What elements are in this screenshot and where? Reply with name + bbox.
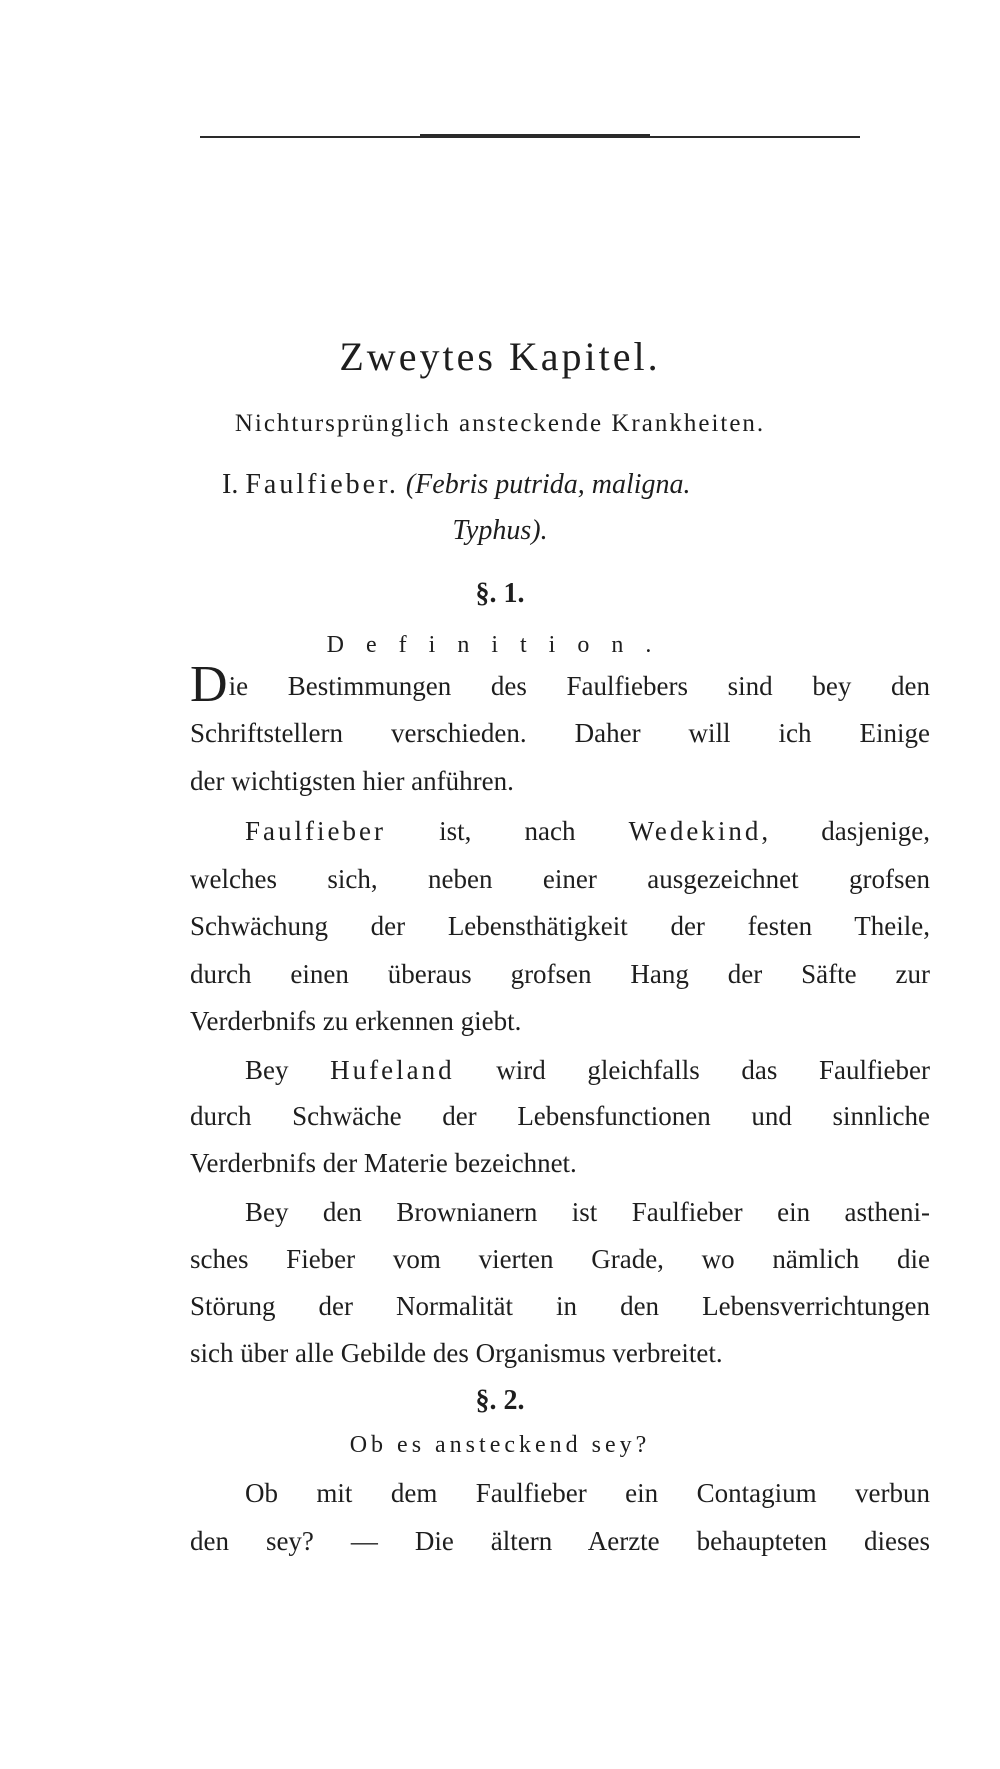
body-line: durch Schwäche der Lebensfunctionen und sinnliche xyxy=(190,1101,930,1131)
section-name: Faulfieber. xyxy=(245,469,399,500)
body-line: durch einen überaus grofsen Hang der Säfte zur xyxy=(190,959,930,989)
paragraph-sign-1: §. 1. xyxy=(475,578,525,609)
author-name: Hufeland xyxy=(330,1055,455,1085)
section-numeral: I. xyxy=(222,469,239,500)
body-line: Verderbnifs der Materie bezeichnet. xyxy=(190,1148,577,1178)
body-line: Verderbnifs zu erkennen giebt. xyxy=(190,1006,522,1036)
body-line: sches Fieber vom vierten Grade, wo nämlich die xyxy=(190,1244,930,1274)
body-line: Schriftstellern verschieden. Daher will ich Einige xyxy=(190,718,930,748)
chapter-subtitle: Nichtursprünglich ansteckende Krankheiten. xyxy=(234,410,766,437)
section-latin-line1: (Febris putrida, maligna. xyxy=(405,469,691,500)
body-line: Bey Hufeland wird gleichfalls das Faulfieber xyxy=(245,1055,930,1085)
section-latin-line2: Typhus). xyxy=(452,515,548,546)
paragraph-2-heading: Ob es ansteckend sey? xyxy=(349,1432,651,1458)
body-line: Schwächung der Lebensthätigkeit der festen Theile, xyxy=(190,911,930,941)
definition-heading: Definition. xyxy=(326,632,674,658)
body-line: Die Bestimmungen des Faulfiebers sind bey den xyxy=(190,656,930,713)
chapter-title: Zweytes Kapitel. xyxy=(339,334,661,379)
body-line: Störung der Normalität in den Lebensverrichtungen xyxy=(190,1291,930,1321)
body-line: Faulfieber ist, nach Wedekind, dasjenige, xyxy=(245,816,930,846)
drop-capital: D xyxy=(190,656,228,713)
body-line: Bey den Brownianern ist Faulfieber ein astheni- xyxy=(245,1197,930,1227)
body-line: sich über alle Gebilde des Organismus verbreitet. xyxy=(190,1338,723,1368)
body-line: der wichtigsten hier anführen. xyxy=(190,766,514,796)
body-line: Ob mit dem Faulfieber ein Contagium verbun xyxy=(245,1478,930,1508)
section-title xyxy=(222,469,942,501)
author-name: Wedekind xyxy=(628,816,762,846)
paragraph-sign-2: §. 2. xyxy=(475,1385,525,1416)
body-line: welches sich, neben einer ausgezeichnet grofsen xyxy=(190,864,930,894)
header-rule-ornament xyxy=(420,134,650,138)
body-line: den sey? — Die ältern Aerzte behaupteten dieses xyxy=(190,1526,930,1556)
